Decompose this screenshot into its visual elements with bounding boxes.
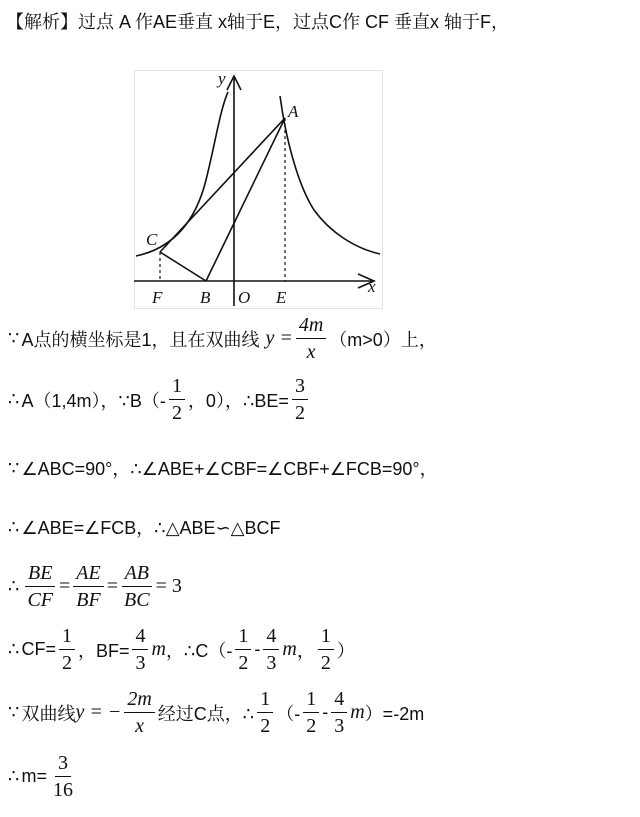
label-y: y — [218, 70, 226, 88]
figure-frame — [135, 71, 383, 309]
solution-line-7: ∵ 双曲线 y = − $\frac{2m}{x}$ 经过C点，∴ $\frac{1}{2}$ （- $\frac{1}{2}$ - $\frac{4}{3}$ m ）=-2m — [8, 688, 425, 737]
label-f: F — [152, 288, 163, 307]
coordinate-figure — [134, 70, 384, 310]
solution-line-5: ∴ $\frac{BE}{CF}$ = $\frac{AE}{BF}$ = $\frac{AB}{BC}$ = 3 — [8, 562, 182, 611]
label-b: B — [200, 288, 211, 307]
fraction-4m-over-x: $\frac{4m}{x}$ — [296, 314, 326, 363]
solution-line-2: ∴ A（1,4m），∵B（- $\frac{1}{2}$ ，0），∴BE= $\frac{3}{2}$ — [8, 375, 311, 424]
label-x: x — [368, 277, 376, 296]
label-c: C — [146, 230, 158, 249]
solution-line-4: ∴ ∠ABE=∠FCB，∴△ABE∽△BCF — [8, 516, 281, 538]
label-o: O — [238, 288, 251, 307]
solution-line-8: ∴ m= $\frac{3}{16}$ — [8, 752, 73, 801]
label-e: E — [276, 288, 287, 307]
label-a: A — [288, 102, 299, 121]
solution-line-6: ∴ CF= $\frac{1}{2}$ ，BF= $\frac{4}{3}$ m ，∴C（- $\frac{1}{2}$ - $\frac{4}{3}$ m ， $\frac{1}{2}$ ） — [8, 625, 355, 674]
header-text: 【解析】过点 A 作AE垂直 x轴于E，过点C作 CF 垂直x 轴于F， — [6, 12, 510, 32]
solution-line-1: ∵ A点的横坐标是1，且在双曲线 y = $\frac{4m}{x}$ （m>0）上， — [8, 314, 437, 363]
solution-line-3: ∵ ∠ABC=90°，∴∠ABE+∠CBF=∠CBF+∠FCB=90°， — [8, 457, 438, 479]
